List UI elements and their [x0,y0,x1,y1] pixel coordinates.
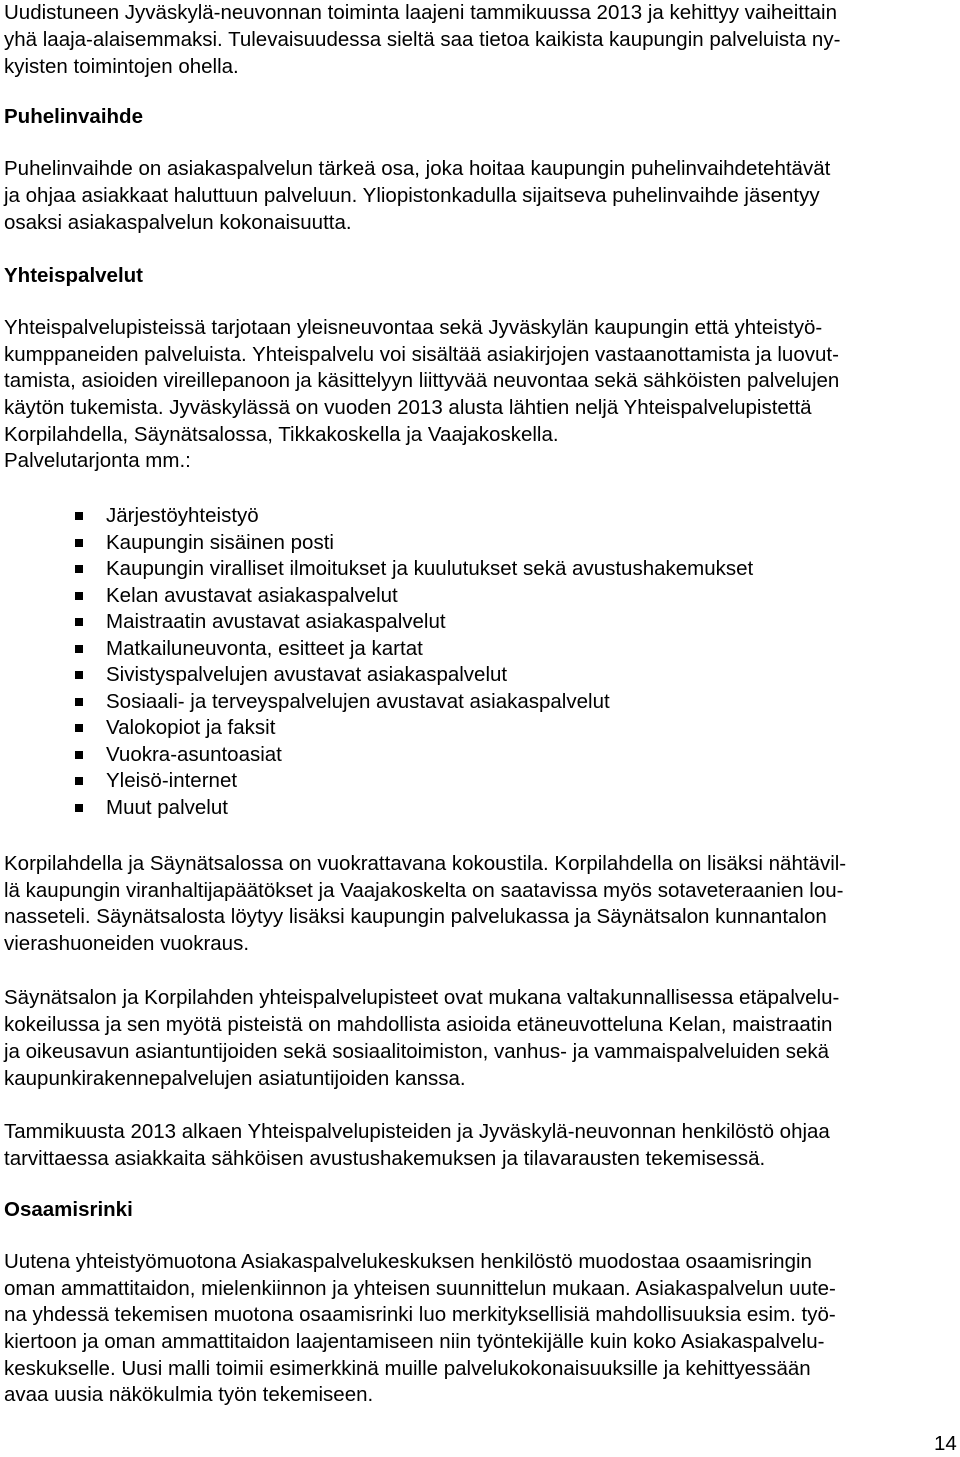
list-item [4,503,753,530]
body-line: avaa uusia näkökulmia työn tekemiseen. [4,1383,374,1406]
intro-line: kyisten toimintojen ohella. [4,55,239,78]
square-bullet-icon [75,751,83,759]
list-item-label: Kelan avustavat asiakaspalvelut [106,583,398,607]
list-item-label: Valokopiot ja faksit [106,716,276,739]
list-item [4,715,753,742]
services-list [4,503,753,821]
square-bullet-icon [75,645,83,653]
square-bullet-icon [75,539,83,547]
body-line: Yhteispalvelupisteissä tarjotaan yleisneuvontaa sekä Jyväskylän kaupungin että yhteistyö- [4,316,823,339]
body-line: lä kaupungin viranhaltijapäätökset ja Vaajakoskelta on saatavissa myös sotaveteraanien lou- [4,879,844,902]
body-line: Korpilahdella, Säynätsalossa, Tikkakoskella ja Vaajakoskella. [4,423,559,446]
list-item-label: Yleisö-internet [106,769,238,792]
list-item [4,609,753,636]
list-item-label: Sivistyspalvelujen avustavat asiakaspalvelut [106,663,508,686]
list-item-label: Vuokra-asuntoasiat [106,742,282,766]
square-bullet-icon [75,512,83,520]
body-line: Tammikuusta 2013 alkaen Yhteispalvelupisteiden ja Jyväskylä-neuvonnan henkilöstö ohjaa [4,1120,830,1143]
square-bullet-icon [75,671,83,679]
list-item-label: Kaupungin sisäinen posti [106,530,334,554]
body-line: Korpilahdella ja Säynätsalossa on vuokrattavana kokoustila. Korpilahdella on lisäksi nähtävil- [4,852,847,875]
list-item [4,742,753,769]
body-line: Uutena yhteistyömuotona Asiakaspalvelukeskuksen henkilöstö muodostaa osaamisringin [4,1250,812,1273]
body-line: tarvittaessa asiakkaita sähköisen avustushakemuksen ja tilavarausten tekemisessä. [4,1147,766,1170]
list-item [4,556,753,583]
body-line: Palvelutarjonta mm.: [4,449,191,472]
body-line: kiertoon ja oman ammattitaidon laajentamiseen niin työntekijälle kuin koko Asiakaspalvelu- [4,1330,825,1353]
body-line: vierashuoneiden vuokraus. [4,932,250,955]
list-item [4,662,753,689]
body-line: kokeilussa ja sen myötä pisteistä on mahdollista asioida etäneuvotteluna Kelan, maistraatin [4,1013,833,1036]
body-line: käytön tukemista. Jyväskylässä on vuoden 2013 alusta lähtien neljä Yhteispalvelupistettä [4,396,812,419]
square-bullet-icon [75,804,83,812]
body-line: kumppaneiden palveluista. Yhteispalvelu voi sisältää asiakirjojen vastaanottamista ja luovut- [4,343,839,366]
body-line: na yhdessä tekemisen muotona osaamisrinki luo merkityksellisiä mahdollisuuksia esim. työ- [4,1303,836,1326]
square-bullet-icon [75,618,83,626]
page-number: 14 [934,1432,957,1455]
list-item [4,636,753,663]
body-line: ja ohjaa asiakkaat haluttuun palveluun. Yliopistonkadulla sijaitseva puhelinvaihde jäsentyy [4,184,820,207]
body-line: tamista, asioiden vireillepanoon ja käsittelyyn liittyvää neuvontaa sekä sähköisten palvelujen [4,369,840,392]
list-item [4,583,753,610]
body-line: kaupunkirakennepalvelujen asiatuntijoiden kanssa. [4,1067,466,1090]
body-line: keskukselle. Uusi malli toimii esimerkkinä muille palvelukokonaisuuksille ja kehittyessään [4,1357,811,1380]
list-item-label: Sosiaali- ja terveyspalvelujen avustavat asiakaspalvelut [106,689,610,713]
intro-line: yhä laaja-alaisemmaksi. Tulevaisuudessa sieltä saa tietoa kaikista kaupungin palveluista ny- [4,28,841,51]
list-item-label: Maistraatin avustavat asiakaspalvelut [106,610,446,633]
square-bullet-icon [75,565,83,573]
intro-line: Uudistuneen Jyväskylä-neuvonnan toiminta laajeni tammikuussa 2013 ja kehittyy vaiheittain [4,1,837,24]
list-item [4,795,753,822]
list-item-label: Järjestöyhteistyö [106,504,259,527]
body-line: Puhelinvaihde on asiakaspalvelun tärkeä osa, joka hoitaa kaupungin puhelinvaihdetehtävät [4,157,831,180]
section-heading-puhelinvaihde: Puhelinvaihde [4,105,143,128]
square-bullet-icon [75,698,83,706]
list-item [4,689,753,716]
section-heading-osaamisrinki: Osaamisrinki [4,1198,133,1221]
list-item [4,768,753,795]
list-item-label: Muut palvelut [106,795,228,819]
square-bullet-icon [75,777,83,785]
square-bullet-icon [75,724,83,732]
body-line: oman ammattitaidon, mielenkiinnon ja yhteisen suunnittelun mukaan. Asiakaspalvelun uute- [4,1277,836,1300]
body-line: osaksi asiakaspalvelun kokonaisuutta. [4,211,352,234]
list-item [4,530,753,557]
body-line: ja oikeusavun asiantuntijoiden sekä sosiaalitoimiston, vanhus- ja vammaispalveluiden sekä [4,1040,830,1063]
body-line: nasseteli. Säynätsalosta löytyy lisäksi kaupungin palvelukassa ja Säynätsalon kunnantalon [4,905,827,928]
body-line: Säynätsalon ja Korpilahden yhteispalvelupisteet ovat mukana valtakunnallisessa etäpalvelu- [4,986,840,1009]
list-item-label: Kaupungin viralliset ilmoitukset ja kuulutukset sekä avustushakemukset [106,557,754,580]
section-heading-yhteispalvelut: Yhteispalvelut [4,264,143,287]
list-item-label: Matkailuneuvonta, esitteet ja kartat [106,636,423,660]
square-bullet-icon [75,592,83,600]
